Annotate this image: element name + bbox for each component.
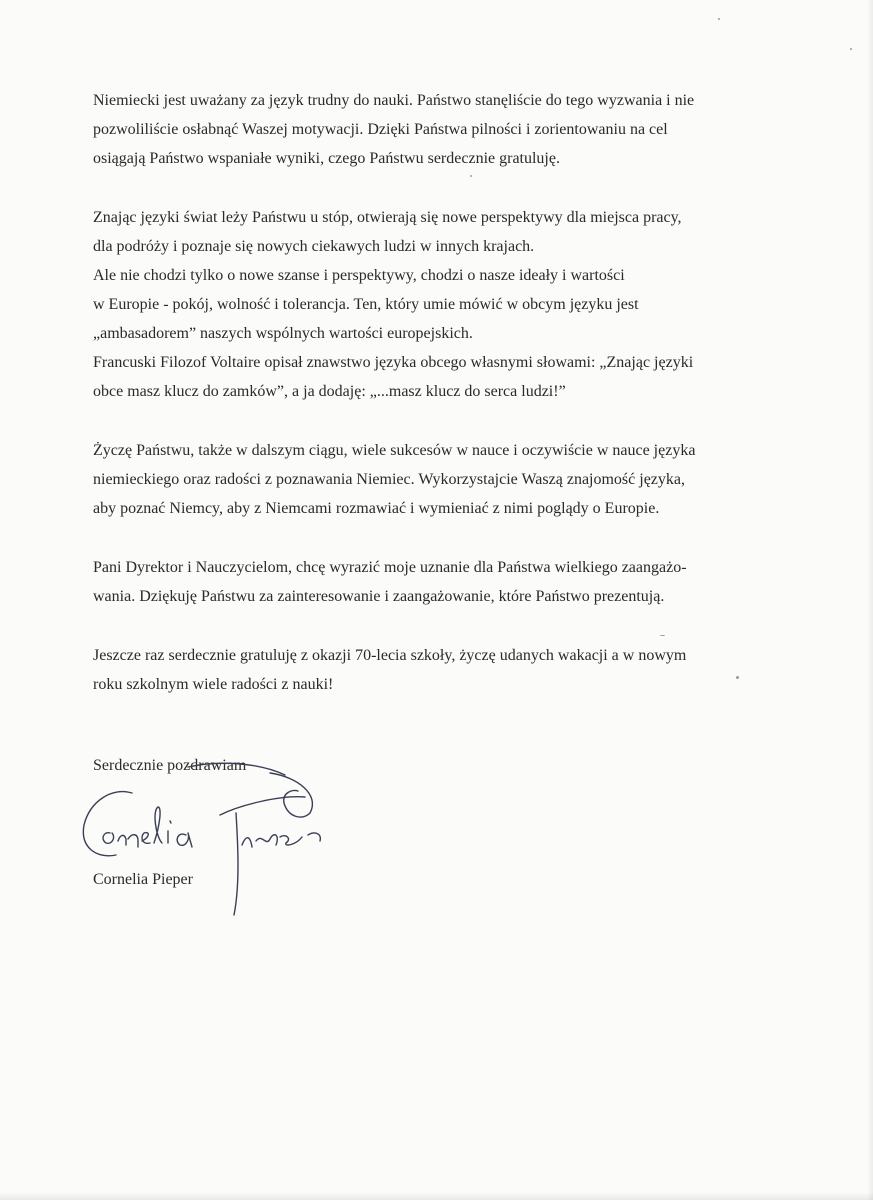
text-line: niemieckiego oraz radości z poznawania Niemiec. Wykorzystajcie Waszą znajomość języka, xyxy=(93,471,686,488)
signer-name: Cornelia Pieper xyxy=(93,871,193,888)
paragraph-5 xyxy=(93,641,773,699)
scan-speck xyxy=(470,175,472,177)
paragraph-3 xyxy=(93,436,773,523)
scan-shadow-right xyxy=(867,0,873,1200)
paragraph-2 xyxy=(93,203,773,406)
text-line: Jeszcze raz serdecznie gratuluję z okazji 70-lecia szkoły, życzę udanych wakacji a w nowym xyxy=(93,647,687,664)
text-line: aby poznać Niemcy, aby z Niemcami rozmawiać i wymieniać z nimi poglądy o Europie. xyxy=(93,500,660,517)
paragraph-4 xyxy=(93,553,773,611)
text-line: obce masz klucz do zamków”, a ja dodaję: „...masz klucz do serca ludzi!” xyxy=(93,383,566,400)
text-line: pozwoliliście osłabnąć Waszej motywacji. Dzięki Państwa pilności i zorientowaniu na cel xyxy=(93,121,668,138)
scan-shadow-bottom xyxy=(0,1192,873,1200)
text-line: Niemiecki jest uważany za język trudny do nauki. Państwo stanęliście do tego wyzwania i nie xyxy=(93,92,695,109)
text-line: roku szkolnym wiele radości z nauki! xyxy=(93,676,334,693)
scan-speck xyxy=(660,635,665,636)
text-line: Życzę Państwu, także w dalszym ciągu, wiele sukcesów w nauce i oczywiście w nauce języka xyxy=(93,442,696,459)
letter-body xyxy=(93,86,773,729)
text-line: w Europie - pokój, wolność i tolerancja. Ten, który umie mówić w obcym języku jest xyxy=(93,296,639,313)
text-line: Ale nie chodzi tylko o nowe szanse i perspektywy, chodzi o nasze ideały i wartości xyxy=(93,267,625,284)
scan-speck xyxy=(850,48,852,50)
handwritten-signature xyxy=(70,755,350,925)
text-line: osiągają Państwo wspaniałe wyniki, czego Państwu serdecznie gratuluję. xyxy=(93,150,560,167)
text-line: Francuski Filozof Voltaire opisał znawstwo języka obcego własnymi słowami: „Znając języki xyxy=(93,354,694,371)
scan-speck xyxy=(718,18,720,20)
scan-speck xyxy=(736,676,739,679)
text-line: dla podróży i poznaje się nowych ciekawych ludzi w innych krajach. xyxy=(93,238,535,255)
text-line: wania. Dziękuję Państwu za zainteresowanie i zaangażowanie, które Państwo prezentują. xyxy=(93,588,665,605)
text-line: Znając języki świat leży Państwu u stóp, otwierają się nowe perspektywy dla miejsca pracy, xyxy=(93,209,682,226)
closing-salutation: Serdecznie pozdrawiam xyxy=(93,757,247,774)
text-line: Pani Dyrektor i Nauczycielom, chcę wyrazić moje uznanie dla Państwa wielkiego zaangażo- xyxy=(93,559,687,576)
text-line: „ambasadorem” naszych wspólnych wartości europejskich. xyxy=(93,325,473,342)
paragraph-1 xyxy=(93,86,773,173)
